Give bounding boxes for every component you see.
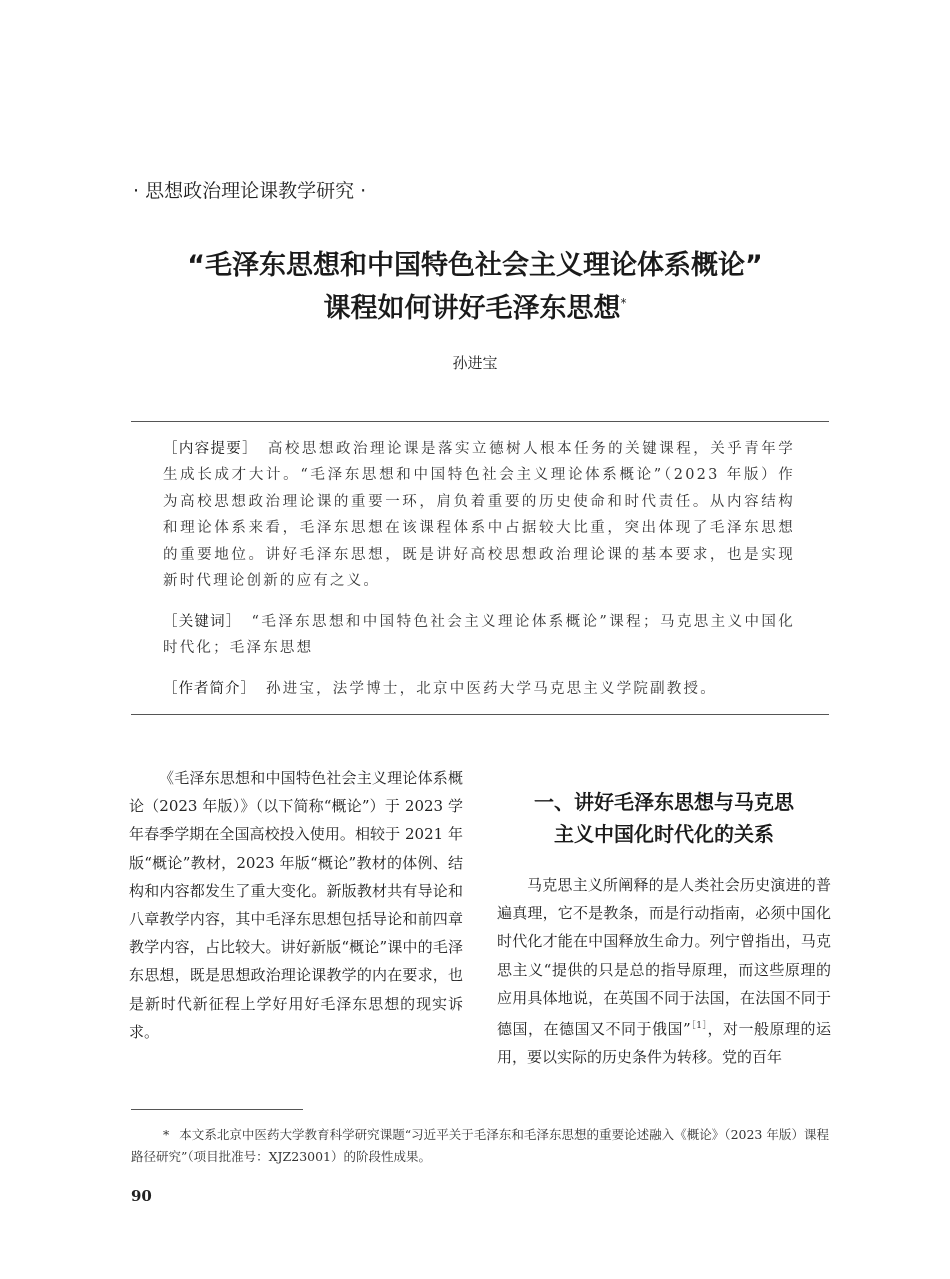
title-footnote-marker: *: [620, 296, 627, 310]
section-label: · 思想政治理论课教学研究 ·: [133, 180, 367, 202]
section-paragraph-part1: 马克思主义所阐释的是人类社会历史演进的普遍真理，它不是教条，而是行动指南，必须中国化时代化才能在中国释放生命力。列宁曾指出，马克思主义“提供的只是总的指导原理，而这些原理的应用具体地说，在英国不同于法国，在法国不同于德国，在德国又不同于俄国”: [497, 876, 831, 1039]
footnote: [131, 1124, 829, 1168]
section-heading-line1: 一、讲好毛泽东思想与马克思: [534, 790, 794, 814]
section-heading: [497, 786, 831, 850]
right-column: [497, 871, 831, 1071]
citation-marker[interactable]: ［1］: [690, 1021, 708, 1032]
bottom-divider: [131, 714, 829, 715]
top-divider: [131, 421, 829, 422]
author-bio-text: 孙进宝，法学博士，北京中医药大学马克思主义学院副教授。: [266, 681, 717, 697]
article-title-line2: [0, 286, 950, 325]
footnote-divider: [131, 1109, 303, 1110]
section-heading-line2: 主义中国化时代化的关系: [554, 822, 774, 846]
page-number: 90: [131, 1187, 152, 1205]
author-name: 孙进宝: [452, 354, 498, 372]
section-paragraph-part2: ，对一般原理的运用，要以实际的历史条件为转移。党的百年: [497, 1020, 831, 1067]
footnote-marker: *: [163, 1127, 170, 1142]
section-paragraph: [497, 871, 831, 1071]
abstract-text: 高校思想政治理论课是落实立德树人根本任务的关键课程，关乎青年学生成长成才大计。“毛泽东思想和中国特色社会主义理论体系概论”（2023 年版）作为高校思想政治理论课的重要一环，肩负着重要的历史使命和时代责任。从内容结构和理论体系来看，毛泽东思想在该课程体系中占据较大比重，突出体现了毛泽东思想的重要地位。讲好毛泽东思想，既是讲好高校思想政治理论课的基本要求，也是实现新时代理论创新的应有之义。: [163, 441, 796, 590]
left-column: [129, 764, 463, 1046]
article-title-line1: “毛泽东思想和中国特色社会主义理论体系概论”: [187, 250, 763, 281]
article-title-text: 课程如何讲好毛泽东思想: [323, 293, 621, 324]
keywords-text: “毛泽东思想和中国特色社会主义理论体系概论”课程；马克思主义中国化时代化；毛泽东思想: [163, 614, 795, 657]
keywords-block: [163, 609, 795, 662]
author-bio-block: [163, 676, 795, 702]
author-bio-label: ［作者简介］: [163, 681, 256, 697]
footnote-text: 本文系北京中医药大学教育科学研究课题“习近平关于毛泽东和毛泽东思想的重要论述融入《概论》（2023 年版）课程路径研究”（项目批准号：XJZ23001）的阶段性成果。: [131, 1127, 829, 1164]
intro-paragraph: 《毛泽东思想和中国特色社会主义理论体系概论（2023 年版）》（以下简称“概论”）于 2023 学年春季学期在全国高校投入使用。相较于 2021 年版“概论”教材，2023 年版“概论”教材的体例、结构和内容都发生了重大变化。新版教材共有导论和八章教学内容，其中毛泽东思想包括导论和前四章教学内容，占比较大。讲好新版“概论”课中的毛泽东思想，既是思想政治理论课教学的内在要求，也是新时代新征程上学好用好毛泽东思想的现实诉求。: [129, 769, 463, 1041]
abstract-block: [163, 436, 795, 594]
abstract-label: ［内容提要］: [163, 441, 258, 457]
keywords-label: ［关键词］: [163, 614, 242, 630]
